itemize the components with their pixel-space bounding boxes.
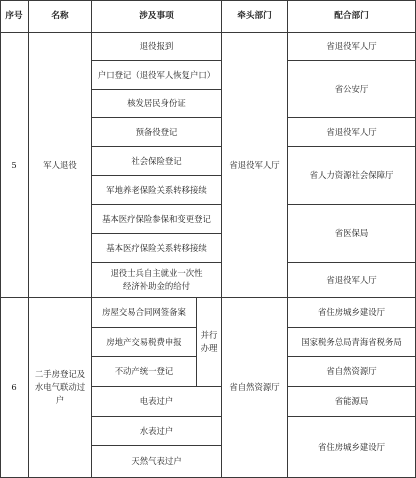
- header-name: 名称: [29, 0, 92, 33]
- row5-item: 社会保险登记: [92, 147, 222, 176]
- row5-cooperate: 省退役军人厅: [288, 118, 416, 147]
- row5-cooperate: 省退役军人厅: [288, 33, 416, 61]
- row5-name: 军人退役: [29, 33, 92, 298]
- row6-name: 二手房登记及 水电气联动过户: [29, 298, 92, 478]
- header-cooperate: 配合部门: [288, 0, 416, 33]
- row5-cooperate: 省退役军人厅: [288, 263, 416, 298]
- row6-parallel-note: 并行 办理: [197, 298, 222, 387]
- row6-lead: 省自然资源厅: [222, 298, 288, 478]
- row5-item: 基本医疗保险参保和变更登记: [92, 205, 222, 234]
- row6-cooperate: 省能源局: [288, 387, 416, 417]
- header-items: 涉及事项: [92, 0, 222, 33]
- row5-cooperate: 省医保局: [288, 205, 416, 263]
- row6-item: 电表过户: [92, 387, 222, 417]
- row5-lead: 省退役军人厅: [222, 33, 288, 298]
- row6-item: 不动产统一登记: [92, 357, 197, 387]
- header-no: 序号: [0, 0, 29, 33]
- row6-cooperate: 国家税务总局青海省税务局: [288, 328, 416, 357]
- row5-item: 核发居民身份证: [92, 90, 222, 118]
- row5-item: 退役报到: [92, 33, 222, 61]
- row6-item: 天然气表过户: [92, 446, 222, 478]
- row6-item: 水表过户: [92, 417, 222, 446]
- row6-cooperate: 省自然资源厅: [288, 357, 416, 387]
- row5-cooperate: 省公安厅: [288, 61, 416, 118]
- row6-item: 房屋交易合同网签备案: [92, 298, 197, 328]
- row6-no: 6: [0, 298, 29, 478]
- row5-item: 预备役登记: [92, 118, 222, 147]
- row6-cooperate: 省住房城乡建设厅: [288, 298, 416, 328]
- row5-item: 户口登记（退役军人恢复户口）: [92, 61, 222, 90]
- row6-cooperate: 省住房城乡建设厅: [288, 417, 416, 478]
- row5-item: 军地养老保险关系转移接续: [92, 176, 222, 205]
- row5-no: 5: [0, 33, 29, 298]
- row6-item: 房地产交易税费申报: [92, 328, 197, 357]
- row5-cooperate: 省人力资源社会保障厅: [288, 147, 416, 205]
- row5-item: 退役士兵自主就业一次性 经济补助金的给付: [92, 263, 222, 298]
- row5-item: 基本医疗保险关系转移接续: [92, 234, 222, 263]
- header-lead: 牵头部门: [222, 0, 288, 33]
